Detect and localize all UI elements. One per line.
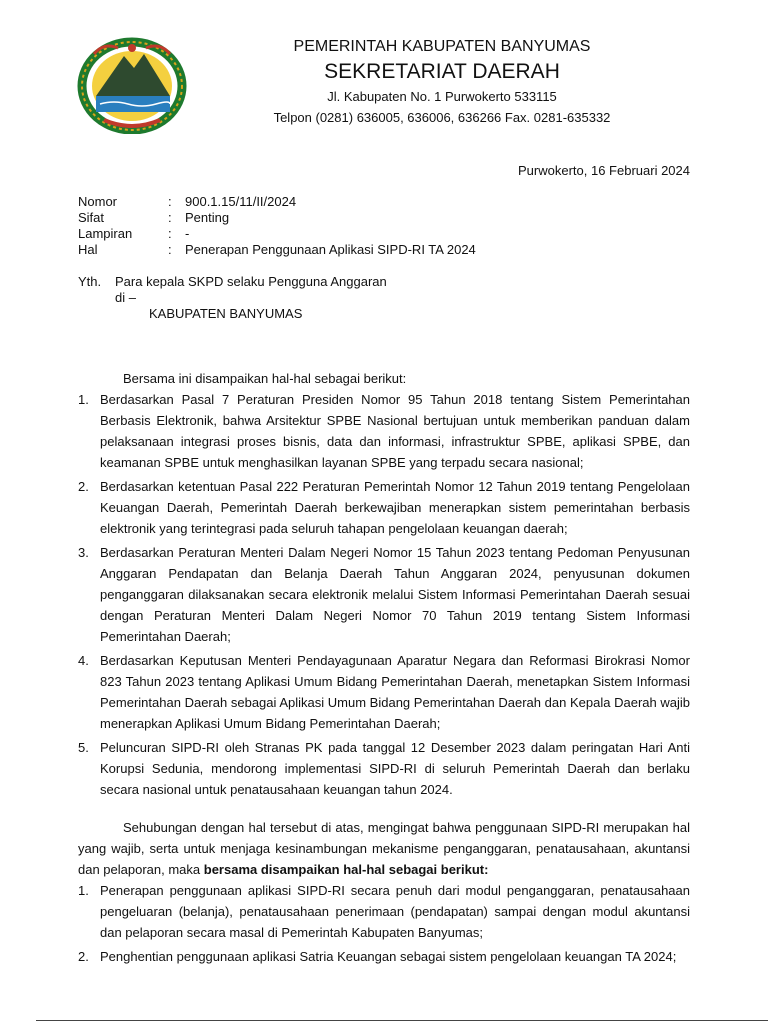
list-item <box>78 880 690 943</box>
list-text: Berdasarkan Keputusan Menteri Pendayagunaan Aparatur Negara dan Reformasi Birokrasi Nomor 823 Tahun 2023 tentang Aplikasi Umum Bidang Pemerintahan Daerah, menetapkan Sistem Informasi Pemerintahan Daerah sebagai Aplikasi Umum Bidang Pemerintahan Daerah dan Kepala Daerah wajib menerapkan Aplikasi Umum Bidang Pemerintahan Daerah; <box>100 653 690 731</box>
meta-separator: : <box>168 210 172 225</box>
list-text: Peluncuran SIPD-RI oleh Stranas PK pada tanggal 12 Desember 2023 dalam peringatan Hari Anti Korupsi Sedunia, mendorong implementasi SIPD-RI di seluruh Pemerintah Daerah dan berlaku secara nasional untuk penatausahaan keuangan tahun 2024. <box>100 740 690 797</box>
meta-label: Lampiran <box>78 226 133 241</box>
list-text: Penghentian penggunaan aplikasi Satria Keuangan sebagai sistem pengelolaan keuangan TA 2024; <box>100 949 677 964</box>
letterhead-office: SEKRETARIAT DAERAH <box>324 60 560 83</box>
page-bottom-rule <box>36 1020 768 1021</box>
meta-separator: : <box>168 226 172 241</box>
list-item <box>78 389 690 473</box>
letterhead-address: Jl. Kabupaten No. 1 Purwokerto 533115 <box>327 89 557 104</box>
closing-text: Sehubungan dengan hal tersebut di atas, mengingat bahwa penggunaan SIPD-RI merupakan hal yang wajib, serta untuk menjaga kesinambungan mekanisme penganggaran, penatausahaan, akuntansi dan pelaporan, maka <box>78 820 690 877</box>
list-number: 3. <box>78 545 89 560</box>
list-number: 2. <box>78 479 89 494</box>
meta-label: Nomor <box>78 194 118 209</box>
recipient-di: di – <box>115 290 136 305</box>
list-item <box>78 542 690 647</box>
meta-label: Sifat <box>78 210 105 225</box>
list-item <box>78 946 690 967</box>
list-number: 1. <box>78 883 89 898</box>
list-number: 4. <box>78 653 89 668</box>
list-text: Berdasarkan ketentuan Pasal 222 Peraturan Pemerintah Nomor 12 Tahun 2019 tentang Pengelolaan Keuangan Daerah, Pemerintah Daerah berkewajiban menerapkan sistem pemerintahan berbasis elektronik yang terintegrasi pada seluruh tahapan pengelolaan keuangan daerah; <box>100 479 690 536</box>
list-text: Berdasarkan Pasal 7 Peraturan Presiden Nomor 95 Tahun 2018 tentang Sistem Pemerintahan Berbasis Elektronik, bahwa Arsitektur SPBE Nasional bertujuan untuk memberikan panduan dalam pelaksanaan integrasi proses bisnis, data dan informasi, infrastruktur SPBE, aplikasi SPBE, dan keamanan SPBE untuk menghasilkan layanan SPBE yang terpadu secara nasional; <box>100 392 690 470</box>
banyumas-emblem-logo <box>74 34 190 134</box>
list-text: Berdasarkan Peraturan Menteri Dalam Negeri Nomor 15 Tahun 2023 tentang Pedoman Penyusunan Anggaran Pendapatan dan Belanja Daerah Tahun Anggaran 2024, penyusunan dokumen penganggaran dilaksanakan secara elektronik melalui Sistem Informasi Pemerintahan Daerah sesuai dengan Peraturan Menteri Dalam Negeri Nomor 70 Tahun 2019 tentang Sistem Informasi Pemerintahan Daerah; <box>100 545 690 644</box>
intro-sentence: Bersama ini disampaikan hal-hal sebagai berikut: <box>123 371 407 386</box>
recipient-place: KABUPATEN BANYUMAS <box>149 306 303 321</box>
list-number: 5. <box>78 740 89 755</box>
list-number: 2. <box>78 949 89 964</box>
closing-paragraph <box>78 817 690 880</box>
list-number: 1. <box>78 392 89 407</box>
meta-value: Penting <box>185 210 230 225</box>
meta-value: Penerapan Penggunaan Aplikasi SIPD-RI TA 2024 <box>185 242 476 257</box>
list-item <box>78 737 690 800</box>
yth-label: Yth. <box>78 274 102 289</box>
list-item <box>78 650 690 734</box>
recipient-block <box>78 274 387 322</box>
letter-date: Purwokerto, 16 Februari 2024 <box>518 163 690 178</box>
recipient-name: Para kepala SKPD selaku Pengguna Anggaran <box>115 274 387 289</box>
meta-separator: : <box>168 194 172 209</box>
letterhead-contact: Telpon (0281) 636005, 636006, 636266 Fax. 0281-635332 <box>273 110 611 125</box>
letter-body <box>78 368 690 970</box>
closing-bold-text: bersama disampaikan hal-hal sebagai berikut: <box>203 862 489 877</box>
list-item <box>78 476 690 539</box>
meta-value: 900.1.15/11/II/2024 <box>185 194 297 209</box>
meta-separator: : <box>168 242 172 257</box>
meta-value: - <box>185 226 190 241</box>
letterhead-government: PEMERINTAH KABUPATEN BANYUMAS <box>293 38 591 55</box>
list-text: Penerapan penggunaan aplikasi SIPD-RI secara penuh dari modul penganggaran, penatausahaan pengeluaran (belanja), penatausahaan penerimaan (pendapatan) sampai dengan modul akuntansi dan pelaporan secara masal di Pemerintah Kabupaten Banyumas; <box>100 883 690 940</box>
meta-label: Hal <box>78 242 98 257</box>
